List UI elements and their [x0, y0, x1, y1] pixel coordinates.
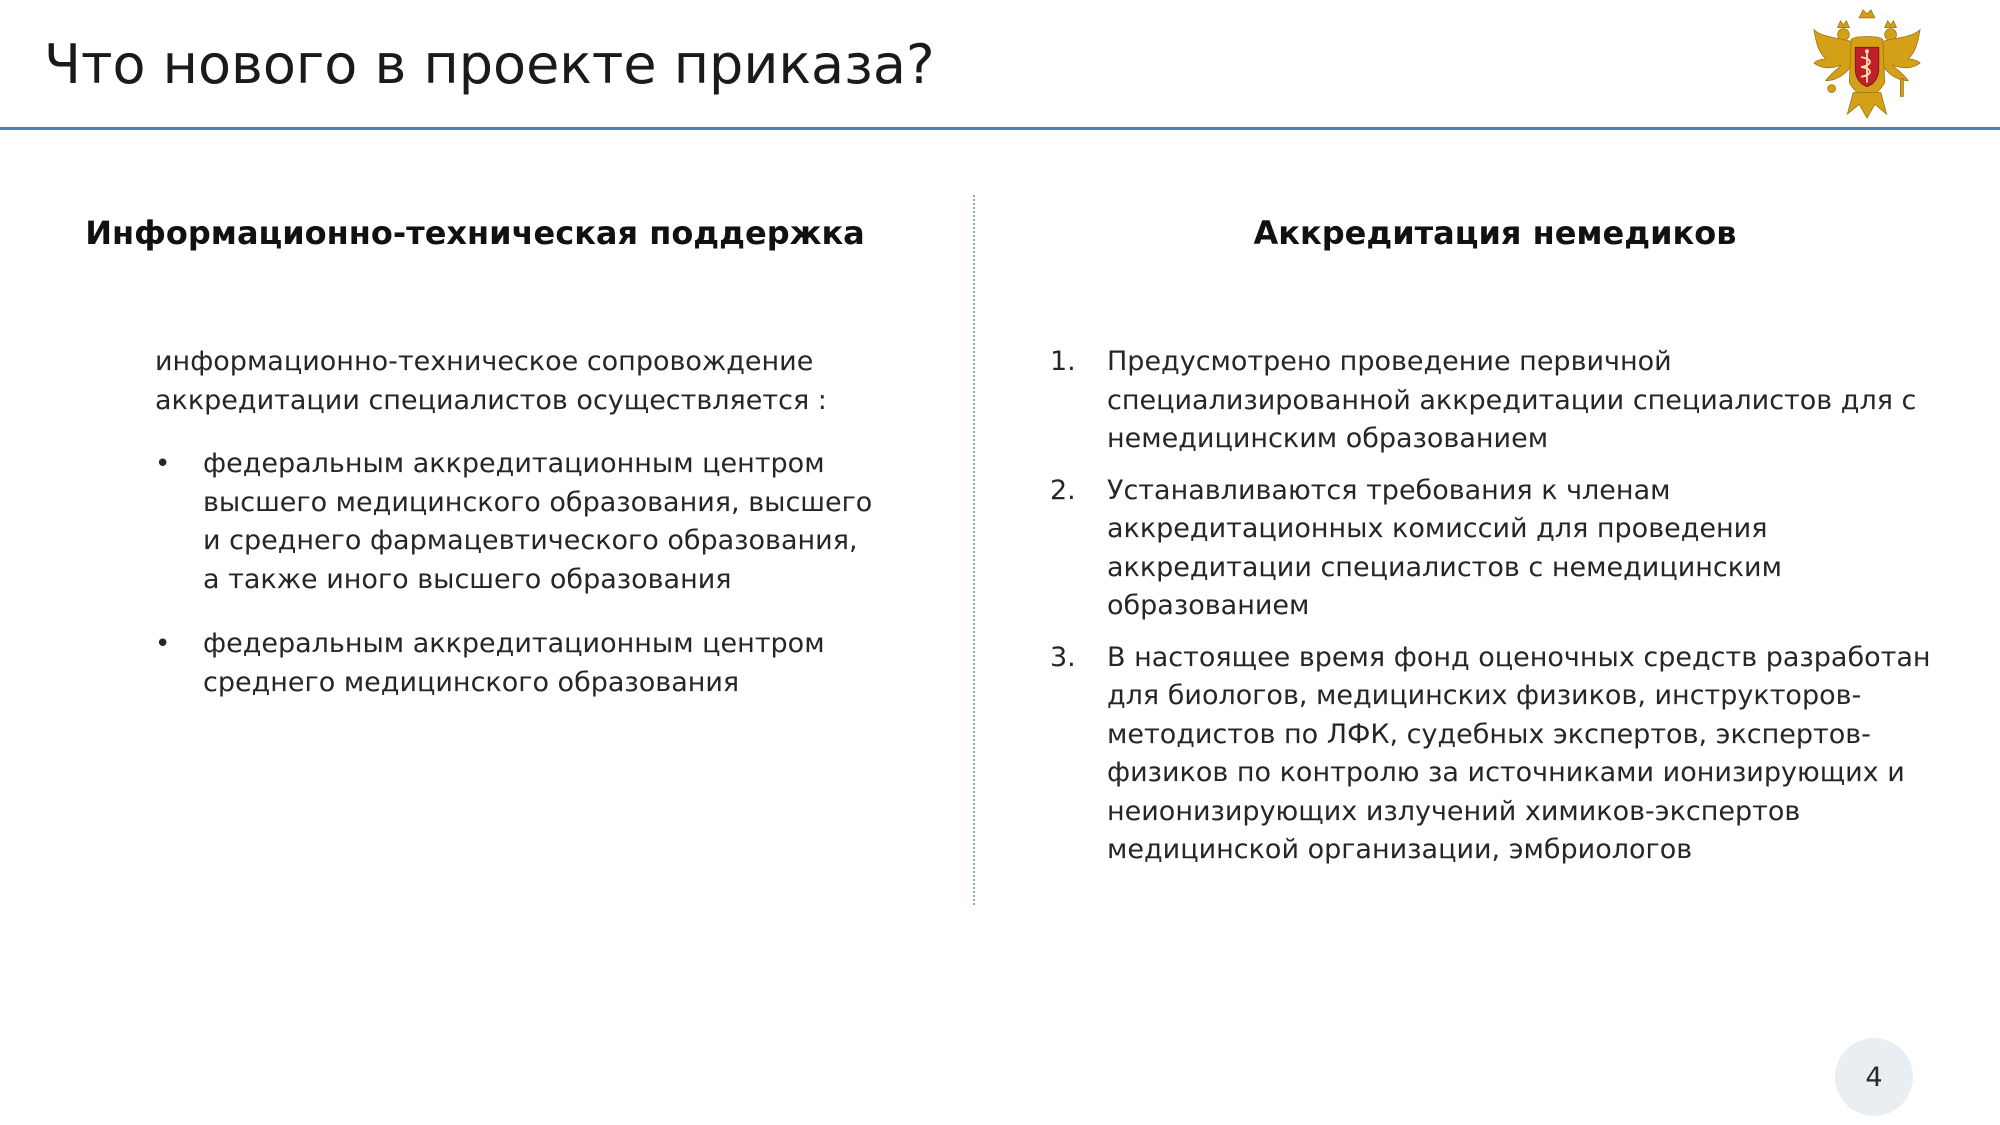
slide-title: Что нового в проекте приказа?	[44, 33, 935, 96]
left-column-intro: информационно-техническое сопровождение аккредитации специалистов осуществляется :	[155, 346, 827, 416]
numbered-item-text: Устанавливаются требования к членам аккредитационных комиссий для проведения аккредитации специалистов с немедицинским образованием	[1107, 474, 1782, 621]
bullet-item	[155, 445, 875, 599]
right-column-numbered-list	[1050, 343, 1950, 883]
column-divider	[973, 195, 975, 905]
bullet-marker: •	[155, 449, 171, 479]
bullet-item-text: федеральным аккредитационным центром среднего медицинского образования	[203, 628, 825, 698]
right-column-heading: Аккредитация немедиков	[1253, 214, 1737, 252]
page-number-badge: 4	[1835, 1038, 1913, 1116]
bullet-item-text: федеральным аккредитационным центром высшего медицинского образования, высшего и среднего фармацевтического образования, а также иного высшего образования	[203, 448, 873, 595]
numbered-item	[1050, 639, 1950, 870]
item-number: 3.	[1050, 641, 1076, 673]
bullet-marker: •	[155, 629, 171, 659]
item-number: 2.	[1050, 474, 1076, 506]
left-column-heading: Информационно-техническая поддержка	[85, 214, 865, 252]
numbered-item	[1050, 472, 1950, 626]
numbered-item-text: Предусмотрено проведение первичной специализированной аккредитации специалистов для с немедицинским образованием	[1107, 346, 1917, 454]
double-headed-eagle-emblem-icon	[1808, 8, 1926, 120]
header-divider	[0, 127, 2000, 130]
left-column-bullet-list	[155, 445, 875, 728]
numbered-item	[1050, 343, 1950, 459]
item-number: 1.	[1050, 346, 1076, 377]
numbered-item-text: В настоящее время фонд оценочных средств разработан для биологов, медицинских физиков, инструкторов-методистов по ЛФК, судебных экспертов, экспертов-физиков по контролю за источниками ионизирующих и неионизирующих излучений химиков-экспертов медицинской организации, эмбриологов	[1107, 641, 1931, 865]
bullet-item	[155, 625, 875, 702]
